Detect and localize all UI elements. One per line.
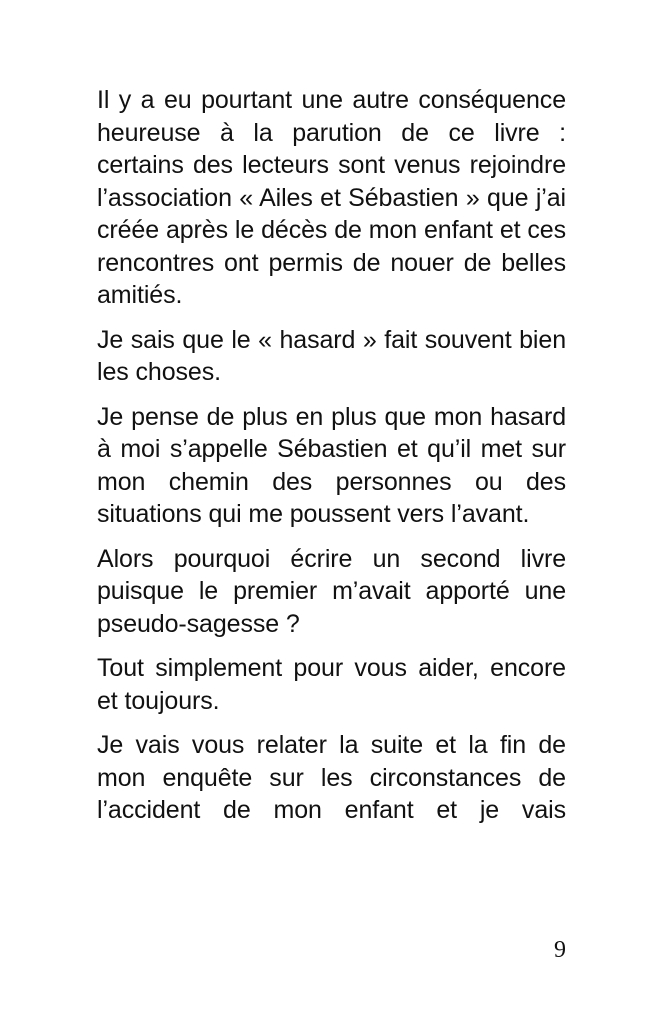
paragraph-5: Tout simplement pour vous aider, encore et toujours. xyxy=(97,654,566,715)
page-number: 9 xyxy=(554,937,566,963)
paragraph-4: Alors pourquoi écrire un second livre puisque le premier m’avait apporté une pseudo-sagesse ? xyxy=(97,544,566,638)
paragraph-3: Je pense de plus en plus que mon hasard à moi s’appelle Sébastien et qu’il met sur mon chemin des personnes ou des situations qui me poussent vers l’avant. xyxy=(97,402,566,528)
page-body xyxy=(97,84,566,827)
paragraph-2: Je sais que le « hasard » fait souvent bien les choses. xyxy=(97,325,566,386)
paragraph-1: Il y a eu pourtant une autre conséquence heureuse à la parution de ce livre : certains des lecteurs sont venus rejoindre l’association « Ailes et Sébastien » que j’ai créée après le décès de mon enfant et ces rencontres ont permis de nouer de belles amitiés. xyxy=(97,86,566,309)
paragraph-6: Je vais vous relater la suite et la fin de mon enquête sur les circonstances de l’accident de mon enfant et je vais xyxy=(97,731,566,824)
